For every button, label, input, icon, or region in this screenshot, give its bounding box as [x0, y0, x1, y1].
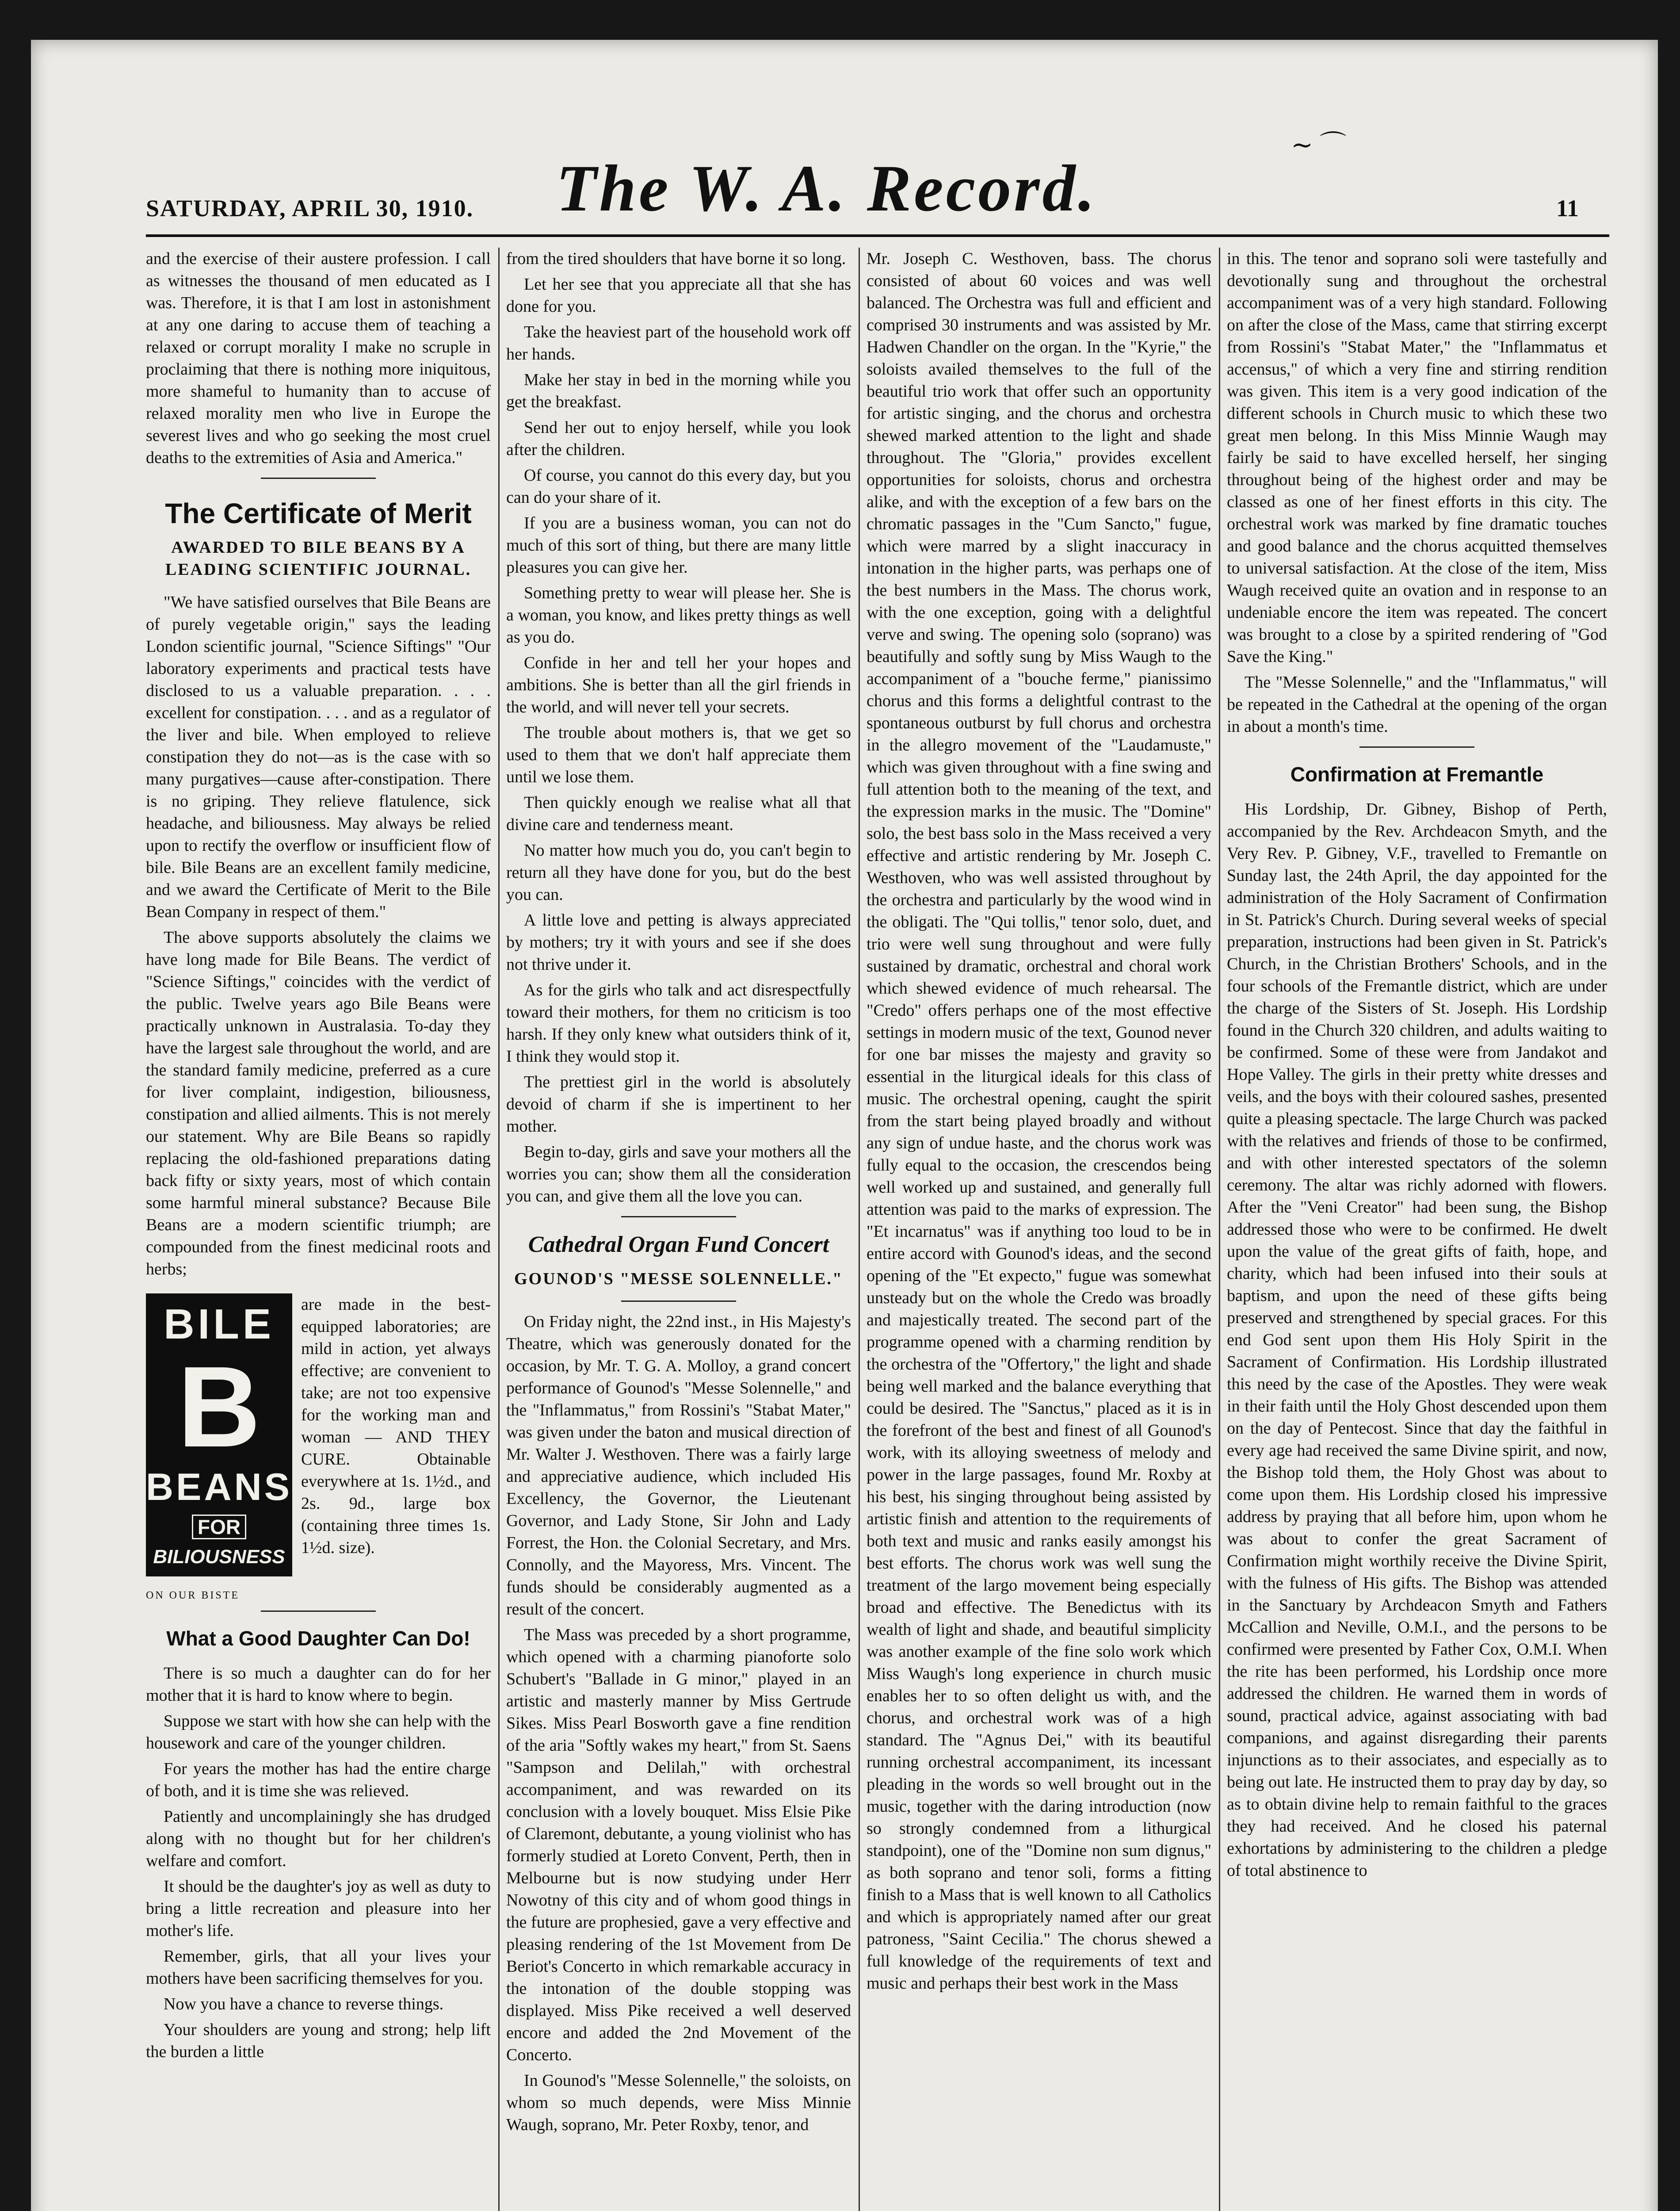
- article-paragraph: Begin to-day, girls and save your mothers all the worries you can; show them all the consideration you can, and give them all the love you can.: [506, 1143, 851, 1205]
- article-paragraph: Then quickly enough we realise what all that divine care and tenderness meant.: [506, 793, 851, 834]
- subheadline: AWARDED TO BILE BEANS BY A LEADING SCIENTIFIC JOURNAL.: [165, 538, 472, 579]
- article-paragraph: In Gounod's "Messe Solennelle," the soloists, on whom so much depends, were Miss Minnie Waugh, soprano, Mr. Peter Roxby, tenor, and: [506, 2071, 851, 2134]
- article-paragraph: Take the heaviest part of the household work off her hands.: [506, 323, 851, 363]
- page-number: 11: [1556, 195, 1579, 222]
- subheadline: GOUNOD'S "MESSE SOLENNELLE.": [514, 1270, 843, 1288]
- column-2: [506, 248, 851, 2211]
- column-rule: [1219, 248, 1220, 2211]
- article-paragraph: On Friday night, the 22nd inst., in His Majesty's Theatre, which was generously donated for the occasion, by Mr. T. G. A. Molloy, a grand concert performance of Gounod's "Messe Solennelle," and the "Inflammatus," from Rossini's "Stabat Mater," was given under the baton and musical direction of Mr. Walter J. Westhoven. There was a fairly large and appreciative audience, which included His Excellency, the Governor, the Lieutenant Governor, and Lady Stone, Sir John and Lady Forrest, the Hon. the Colonial Secretary, and Mrs. Connolly, and the Mayoress, Mrs. Vincent. The funds should be considerably augmented as a result of the concert.: [506, 1312, 851, 1618]
- article-paragraph: As for the girls who talk and act disrespectfully toward their mothers, for them no criticism is too harsh. If they only knew what outsiders think of it, I think they would stop it.: [506, 981, 851, 1066]
- column-rule: [498, 248, 500, 2211]
- article-paragraph: in this. The tenor and soprano soli were tastefully and devotionally sung and throughout the orchestral accompaniment was of a very high standard. Following on after the close of the Mass, came that stirring excerpt from Rossini's "Stabat Mater," the "Inflammatus et accensus," of which a very fine and stirring rendition was given. This item is a very good indication of the different schools in Church music to which these two great men belong. In this Miss Minnie Waugh may fairly be said to have excelled herself, her singing throughout being of the highest order and may be classed as one of her finest efforts in this city. The orchestral work was marked by fine dramatic touches and good balance and the chorus acquitted themselves to universal satisfaction. At the close of the item, Miss Waugh received quite an ovation and in response to an undeniable encore the item was repeated. The concert was brought to a close by a spirited rendering of "God Save the King.": [1227, 249, 1607, 666]
- column-3: [867, 248, 1211, 2211]
- headline-certificate-of-merit: The Certificate of Merit: [165, 497, 472, 529]
- article-paragraph: The "Messe Solennelle," and the "Inflammatus," will be repeated in the Cathedral at the opening of the organ in about a month's time.: [1227, 673, 1607, 736]
- article-paragraph: There is so much a daughter can do for her mother that it is hard to know where to begin.: [146, 1664, 491, 1705]
- ad-word-beans: BEANS: [146, 1466, 293, 1508]
- section-divider: [621, 1216, 736, 1217]
- article-paragraph: A little love and petting is always appreciated by mothers; try it with yours and see if she does not thrive under it.: [506, 911, 851, 974]
- ad-letter-b: B: [177, 1343, 261, 1471]
- article-paragraph: Remember, girls, that all your lives your mothers have been sacrificing themselves for you.: [146, 1947, 491, 1988]
- article-paragraph: The above supports absolutely the claims we have long made for Bile Beans. The verdict of "Science Siftings," coincides with the verdict of the public. Twelve years ago Bile Beans were practically unknown in Australasia. To-day they have the largest sale throughout the world, and are the standard family medicine, preferred as a cure for liver complaint, indigestion, biliousness, constipation and allied ailments. This is not merely our statement. Why are Bile Beans so rapidly replacing the old-fashioned preparations dating back fifty or sixty years, most of which contain some harmful mineral substance? Because Bile Beans are a modern scientific triumph; are compounded from the finest medicinal roots and herbs;: [146, 928, 491, 1278]
- article-paragraph: Patiently and uncomplainingly she has drudged along with no thought but for her children's welfare and comfort.: [146, 1807, 491, 1870]
- column-rule: [859, 248, 860, 2211]
- article-paragraph: Your shoulders are young and strong; help lift the burden a little: [146, 2020, 491, 2061]
- article-paragraph: No matter how much you do, you can't begin to return all they have done for you, but do the best you can.: [506, 841, 851, 904]
- masthead: [31, 40, 1658, 230]
- article-paragraph: It should be the daughter's joy as well as duty to bring a little recreation and pleasure into her mother's life.: [146, 1877, 491, 1940]
- article-paragraph: and the exercise of their austere profession. I call as witnesses the thousand of men educated as I was. Therefore, it is that I am lost in astonishment at any one daring to accuse them of teaching a relaxed or corrupt morality I make no scruple in proclaiming that there is nothing more iniquitous, more shameful to humanity than to accuse of relaxed morality men who live in Europe the severest lives and who go seeking the most cruel deaths to the extremities of Asia and America.": [146, 249, 491, 467]
- ad-word-for: FOR: [192, 1515, 246, 1539]
- bile-beans-logo: [146, 1293, 292, 1576]
- headline-good-daughter: What a Good Daughter Can Do!: [166, 1627, 470, 1650]
- article-paragraph: His Lordship, Dr. Gibney, Bishop of Perth, accompanied by the Rev. Archdeacon Smyth, and the Very Rev. P. Gibney, V.F., travelled to Fremantle on Sunday last, the 24th April, the day appointed for the administration of the Holy Sacrament of Confirmation in St. Patrick's Church. During several weeks of special preparation, instructions had been given in St. Patrick's Church, in the Christian Brothers' Schools, and in the four schools of the Fremantle district, which are under the charge of the Sisters of St. Joseph. His Lordship found in the Church 320 children, and adults waiting to be confirmed. Some of these were from Jandakot and Hope Valley. The girls in their pretty white dresses and veils, and the boys with their coloured sashes, presented quite a pleasing spectacle. The large Church was packed with the relatives and friends of those to be confirmed, and with other interested spectators of the solemn ceremony. The altar was richly adorned with flowers. After the "Veni Creator" had been sung, the Bishop addressed those who were to be confirmed. He dwelt upon the value of the great gifts of faith, hope, and charity, which had been infused into their souls at baptism, and upon the need of these gifts being preserved and strengthened by special graces. For this end God sent upon them His Holy Spirit in the Sacrament of Confirmation. His Lordship illustrated this need by the case of the Apostles. They were weak in their faith until the Holy Ghost descended upon them on the day of Pentecost. Since that day the faithful in every age had received the same Divine spirit, and now, the Bishop told them, the Holy Ghost was about to come upon them. His Lordship closed his impressive address by praying that all before him, upon whom he was about to confer the great Sacrament of Confirmation might worthily receive the Divine Spirit, with the fulness of His gifts. The Bishop was attended in the Sanctuary by Archdeacon Smyth and Fathers McCallion and Neville, O.M.I., and the persons to be confirmed were presented by Father Cox, O.M.I. When the rite has been performed, his Lordship once more addressed the children. He warned them in words of sound, practical advice, against associating with bad companions, and against disregarding their parents injunctions as to their associates, and especially as to being out late. He instructed them to pray day by day, so as to obtain divine help to remain faithful to the graces they had received. And he closed his paternal exhortations by administering to the children a pledge of total abstinence to: [1227, 800, 1607, 1880]
- masthead-rule: [146, 234, 1609, 237]
- ad-caption: ON OUR BISTE: [146, 1590, 240, 1601]
- ad-copy: [292, 1293, 491, 1576]
- section-divider: [261, 1610, 376, 1612]
- article-paragraph: Now you have a chance to reverse things.: [164, 1995, 444, 2013]
- section-divider: [261, 478, 376, 479]
- column-1: [146, 248, 491, 2211]
- article-paragraph: Confide in her and tell her your hopes and ambitions. She is better than all the girl friends in the world, and will never tell your secrets.: [506, 654, 851, 716]
- article-paragraph: The Mass was preceded by a short programme, which opened with a charming pianoforte solo Schubert's "Ballade in G minor," played in an artistic and masterly manner by Miss Gertrude Sikes. Miss Pearl Bosworth gave a fine rendition of the aria "Softly wakes my heart," from St. Saens "Sampson and Delilah," with orchestral accompaniment, and was rewarded on its conclusion with a lovely bouquet. Miss Elsie Pike of Claremont, debutante, a young violinist who has formerly studied at Loreto Convent, Perth, then in Melbourne but is now studying under Herr Nowotny of this city and of whom good things in the future are prophesied, gave a very effective and pleasing rendering of the 1st Movement from De Beriot's Concerto in which remarkable accuracy in the intonation of the double stopping was displayed. Miss Pike received a well deserved encore and added the 2nd Movement of the Concerto.: [506, 1626, 851, 2064]
- column-4: [1227, 248, 1607, 2211]
- ornament-flourish: ∼ ⌒: [1291, 130, 1347, 160]
- article-paragraph: The trouble about mothers is, that we get so used to them that we don't half appreciate them until we lose them.: [506, 723, 851, 786]
- bile-beans-advertisement: [146, 1293, 491, 1576]
- article-paragraph: Let her see that you appreciate all that she has done for you.: [506, 275, 851, 316]
- ad-paragraph: are made in the best-equipped laboratories; are mild in action, yet always effective; are convenient to take; are not too expensive for the working man and woman — AND THEY CURE. Obtainable everywhere at 1s. 1½d., and 2s. 9d., large box (containing three times 1s. 1½d. size).: [301, 1295, 491, 1557]
- article-paragraph: Make her stay in bed in the morning while you get the breakfast.: [506, 371, 851, 411]
- article-paragraph: Send her out to enjoy herself, while you look after the children.: [506, 418, 851, 459]
- ad-word-bile: BILE: [164, 1301, 275, 1348]
- newspaper-title: The W. A. Record.: [556, 152, 1098, 225]
- article-paragraph: from the tired shoulders that have borne it so long.: [506, 249, 846, 268]
- article-paragraph: "We have satisfied ourselves that Bile Beans are of purely vegetable origin," says the leading London scientific journal, "Science Siftings" "Our laboratory experiments and practical tests have disclosed to us a valuable preparation. . . . excellent for constipation. . . . and as a regulator of the liver and bile. When employed to relieve constipation they do not—as is the case with so many purgatives—cause after-constipation. There is no griping. They relieve flatulence, sick headache, and biliousness. May always be relied upon to rectify the overflow or insufficient flow of bile. Bile Beans are an excellent family medicine, and we award the Certificate of Merit to the Bile Bean Company in respect of them.": [146, 593, 491, 921]
- article-paragraph: Of course, you cannot do this every day, but you can do your share of it.: [506, 466, 851, 507]
- newspaper-page: [31, 40, 1658, 2211]
- article-paragraph: Mr. Joseph C. Westhoven, bass. The chorus consisted of about 60 voices and was well balanced. The Orchestra was full and efficient and comprised 30 instruments and was assisted by Mr. Hadwen Chandler on the organ. In the "Kyrie," the soloists availed themselves to the full of the beautiful trio work that offer such an opportunity for artistic singing, and the chorus and orchestra shewed marked attention to the light and shade throughout. The "Gloria," provides excellent opportunities for soloists, chorus and orchestra alike, and with the exception of a few bars on the chromatic passages in the "Cum Sancto," fugue, which were marred by a slight inaccuracy in intonation in the higher parts, was perhaps one of the best numbers in the Mass. The chorus work, with the one exception, going with a delightful verve and swing. The opening solo (soprano) was beautifully and softly sung by Miss Waugh to the accompaniment of a "bouche ferme," pianissimo chorus and this forms a delightful contrast to the spontaneous outburst by full chorus and orchestra in the allegro movement of the "Laudamuste," which was given throughout with a fine swing and full attention both to the meaning of the text, and the expression marks in the music. The "Domine" solo, the best bass solo in the Mass received a very effective and artistic rendering by Mr. Joseph C. Westhoven, who was well assisted throughout by the orchestra and particularly by the wood wind in the obligati. The "Qui tollis," tenor solo, duet, and trio were well sung throughout and were fully sustained by dramatic, orchestral and choral work which shewed evidence of much rehearsal. The "Credo" offers perhaps one of the most effective settings in modern music of the text, Gounod never for one bar misses the majesty and gravity so essential in the liturgical ideals for this class of music. The orchestral opening, caught the spirit from the start being played broadly and without any sign of undue haste, and the chorus work was fully equal to the occasion, the crescendos being well worked up and sustained, and generally full attention was paid to the marks of expression. The "Et incarnatus" was if anything too loud to be in entire accord with Gounod's ideas, and the second opening of the "Et expecto," fugue was somewhat unsteady but on the whole the Credo was broadly and majestically treated. The second part of the programme opened with a charming rendition by the orchestra of the "Offertory," the light and shade being well marked and the balance everything that could be desired. The "Sanctus," placed as it is in the forefront of the best and finest of all Gounod's work, with its alloying sweetness of melody and power in the large passages, found Mr. Roxby at his best, his singing throughout being assisted by artistic finish and attention to the requirements of both text and music and ranks easily amongst his best efforts. The chorus work was well sung the treatment of the largo movement being especially broad and effective. The Benedictus with its wealth of light and shade, and beautiful simplicity was another example of the fine solo work which Miss Waugh's long experience in church music enables her to so often delight us with, and the chorus, and orchestral work was of a high standard. The "Agnus Dei," with its beautiful running orchestral accompaniment, its incessant pleading in the words so well brought out in the music, together with the daring introduction (now so strongly condemned from a lithurgical standpoint), one of the "Domine non sum dignus," as both soprano and tenor soli, forms a fitting finish to a Mass that is well known to all Catholics and which is appropriately named after our great patroness, "Saint Cecilia." The chorus shewed a full knowledge of the requirements of text and music and perhaps their best work in the Mass: [867, 249, 1211, 1993]
- section-divider: [621, 1301, 736, 1302]
- section-divider: [1359, 746, 1474, 748]
- issue-date: SATURDAY, APRIL 30, 1910.: [146, 195, 474, 222]
- ad-word-biliousness: BILIOUSNESS: [153, 1546, 285, 1568]
- article-paragraph: If you are a business woman, you can not do much of this sort of thing, but there are many little pleasures you can give her.: [506, 514, 851, 577]
- headline-confirmation-fremantle: Confirmation at Fremantle: [1290, 763, 1544, 786]
- headline-organ-fund-concert: Cathedral Organ Fund Concert: [528, 1232, 829, 1257]
- article-paragraph: Something pretty to wear will please her. She is a woman, you know, and likes pretty things as well as you do.: [506, 584, 851, 646]
- article-paragraph: Suppose we start with how she can help with the housework and care of the younger children.: [146, 1712, 491, 1752]
- article-paragraph: For years the mother has had the entire charge of both, and it is time she was relieved.: [146, 1760, 491, 1800]
- article-paragraph: The prettiest girl in the world is absolutely devoid of charm if she is impertinent to her mother.: [506, 1073, 851, 1136]
